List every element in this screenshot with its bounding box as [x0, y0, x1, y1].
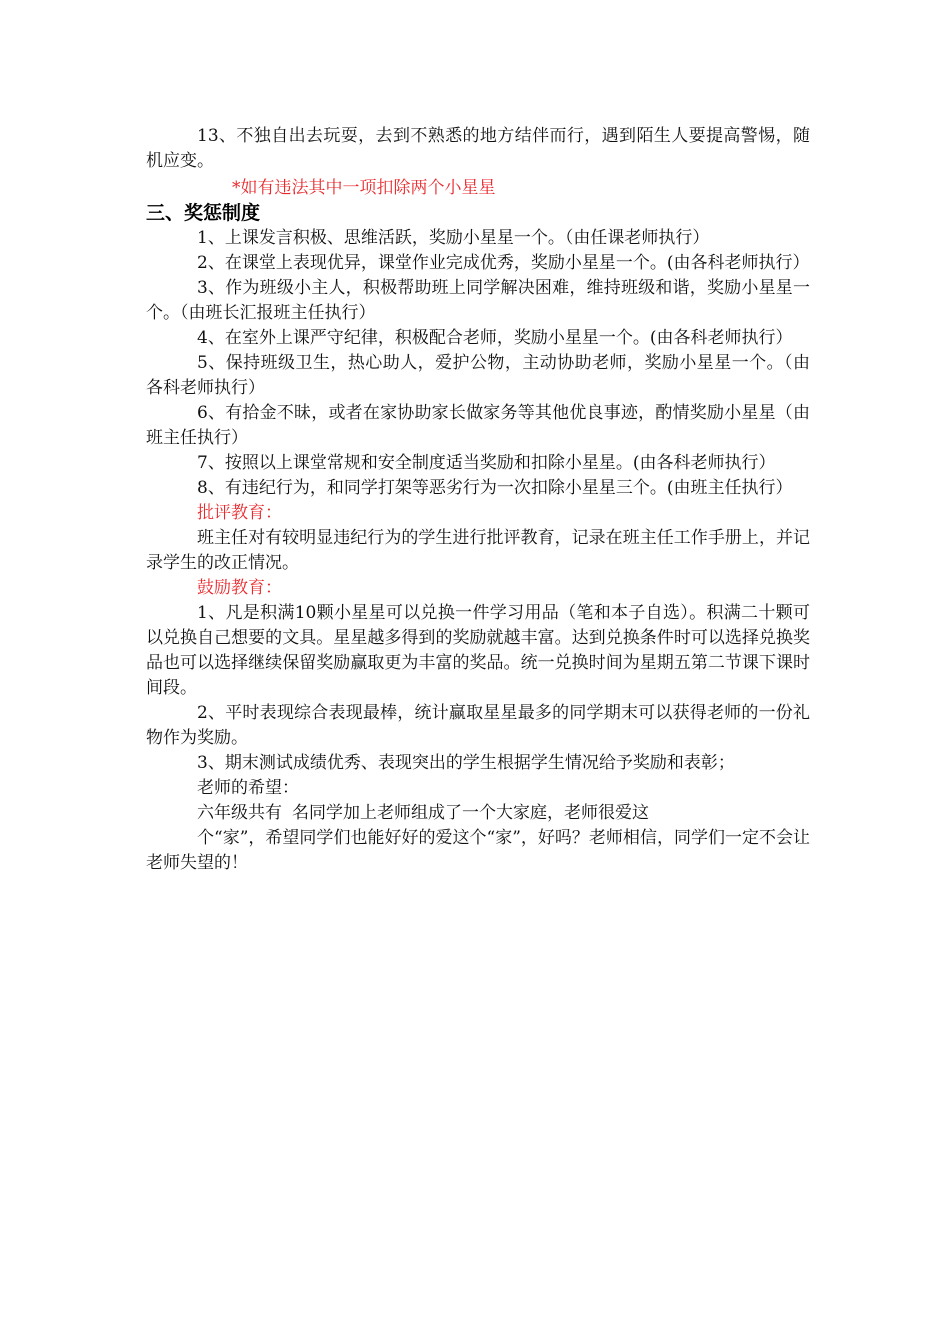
- encouragement-item-1: 1、凡是积满10颗小星星可以兑换一件学习用品（笔和本子自选）。积满二十颗可以兑换自己想要的文具。星星越多得到的奖励就越丰富。达到兑换条件时可以选择兑换奖品也可以选择继续保留奖励赢取更为丰富的奖品。统一兑换时间为星期五第二节课下课时间段。: [146, 603, 810, 698]
- closing-line-1-part-b: 名同学加上老师组成了一个大家庭，老师很爱这: [292, 803, 649, 823]
- reward-item-3: 3、作为班级小主人，积极帮助班上同学解决困难，维持班级和谐，奖励小星星一个。（由班长汇报班主任执行）: [146, 278, 810, 323]
- penalty-note: *如有违法其中一项扣除两个小星星: [232, 178, 496, 198]
- closing-line-1-part-a: 六年级共有: [197, 803, 282, 823]
- reward-item-2: 2、在课堂上表现优异，课堂作业完成优秀，奖励小星星一个。(由各科老师执行）: [197, 253, 810, 273]
- encouragement-item-2: 2、平时表现综合表现最棒，统计赢取星星最多的同学期末可以获得老师的一份礼物作为奖励。: [146, 703, 810, 748]
- criticism-label: 批评教育：: [197, 503, 282, 523]
- reward-item-1: 1、上课发言积极、思维活跃，奖励小星星一个。（由任课老师执行）: [197, 228, 710, 248]
- section-heading-rewards-penalties: 三、奖惩制度: [146, 202, 261, 224]
- reward-item-7: 7、按照以上课堂常规和安全制度适当奖励和扣除小星星。(由各科老师执行）: [197, 453, 776, 473]
- criticism-text: 班主任对有较明显违纪行为的学生进行批评教育，记录在班主任工作手册上，并记录学生的改正情况。: [146, 528, 810, 573]
- closing-line-2: 个“家”，希望同学们也能好好的爱这个“家”，好吗？老师相信，同学们一定不会让老师失望的！: [146, 828, 810, 873]
- encouragement-label: 鼓励教育：: [197, 578, 282, 598]
- document-body: [146, 124, 810, 876]
- encouragement-item-3: 3、期末测试成绩优秀、表现突出的学生根据学生情况给予奖励和表彰；: [197, 753, 735, 773]
- closing-line-1: [146, 801, 810, 826]
- reward-item-8: 8、有违纪行为，和同学打架等恶劣行为一次扣除小星星三个。(由班主任执行）: [197, 478, 793, 498]
- rule-item-13: 13、不独自出去玩耍，去到不熟悉的地方结伴而行，遇到陌生人要提高警惕，随机应变。: [146, 126, 810, 171]
- reward-item-6: 6、有拾金不昧，或者在家协助家长做家务等其他优良事迹，酌情奖励小星星（由班主任执行）: [146, 403, 810, 448]
- closing-label: 老师的希望：: [197, 778, 299, 798]
- reward-item-5: 5、保持班级卫生，热心助人，爱护公物，主动协助老师，奖励小星星一个。（由各科老师执行）: [146, 353, 810, 398]
- reward-item-4: 4、在室外上课严守纪律，积极配合老师，奖励小星星一个。(由各科老师执行）: [197, 328, 793, 348]
